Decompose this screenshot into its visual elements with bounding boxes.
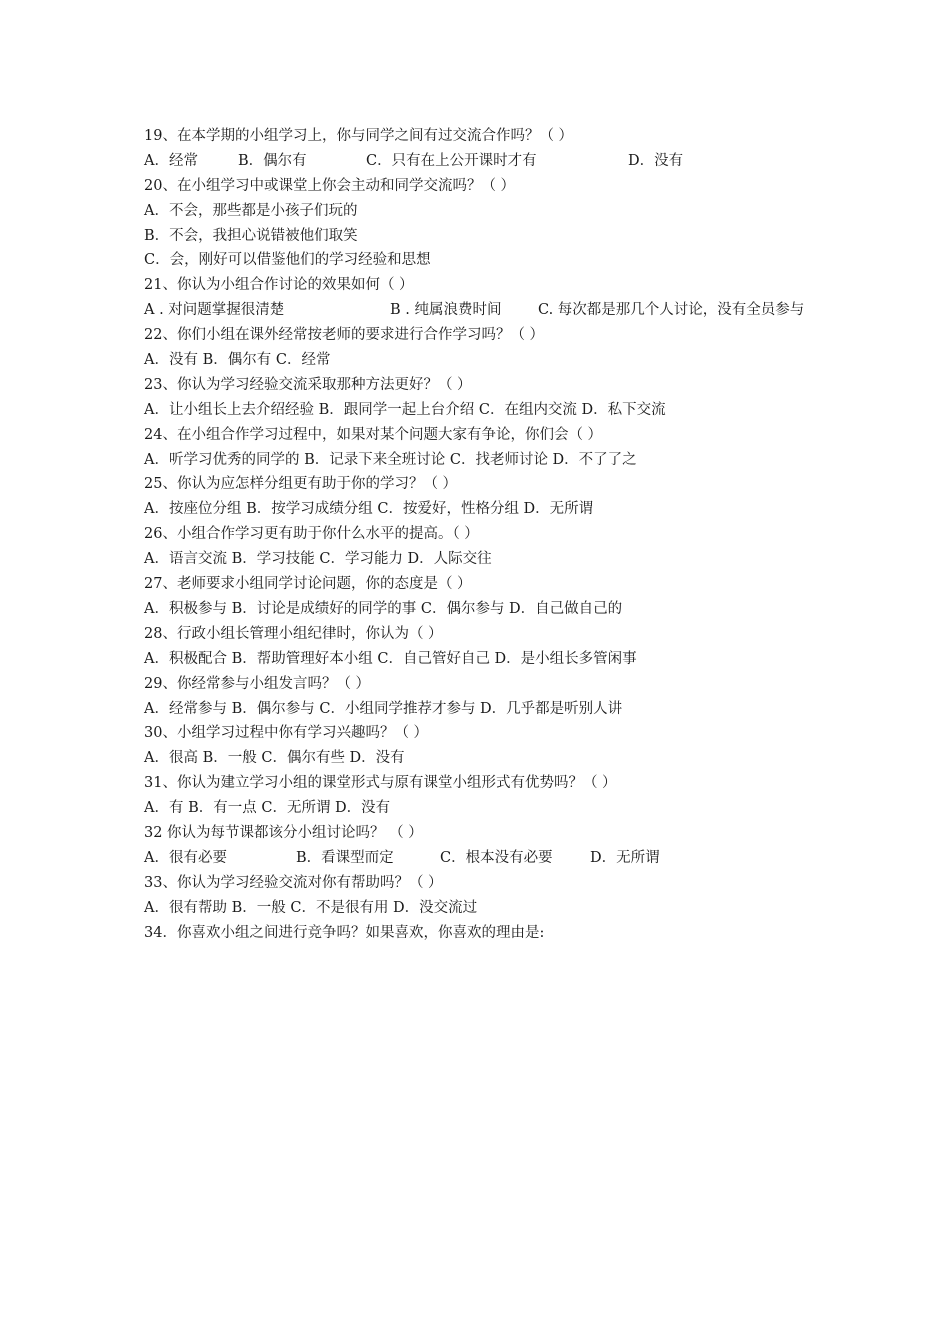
option-c: C．只有在上公开课时才有	[366, 152, 537, 169]
question-29-options: A．经常参与 B．偶尔参与 C．小组同学推荐才参与 D．几乎都是听别人讲	[144, 700, 623, 717]
question-30: 30、小组学习过程中你有学习兴趣吗？（ ）	[144, 725, 429, 742]
option-a: A．经常	[144, 152, 198, 169]
question-26-options: A．语言交流 B．学习技能 C．学习能力 D．人际交往	[144, 551, 492, 568]
option-b: B．看课型而定	[296, 849, 394, 866]
question-25: 25、你认为应怎样分组更有助于你的学习？（ ）	[144, 476, 458, 493]
questionnaire	[144, 124, 814, 945]
question-20-option-a: A．不会，那些都是小孩子们玩的	[144, 202, 358, 219]
option-a: A．很有必要	[144, 849, 227, 866]
option-a: A . 对问题掌握很清楚	[144, 302, 285, 319]
question-27-options: A．积极参与 B．讨论是成绩好的同学的事 C．偶尔参与 D．自己做自己的	[144, 600, 623, 617]
question-24: 24、在小组合作学习过程中，如果对某个问题大家有争论，你们会（ ）	[144, 426, 603, 443]
question-29: 29、你经常参与小组发言吗？（ ）	[144, 675, 371, 692]
question-26: 26、小组合作学习更有助于你什么水平的提高。（ ）	[144, 526, 479, 543]
question-22: 22、你们小组在课外经常按老师的要求进行合作学习吗？（ ）	[144, 327, 545, 344]
question-23-options: A．让小组长上去介绍经验 B．跟同学一起上台介绍 C．在组内交流 D．私下交流	[144, 401, 666, 418]
question-34: 34．你喜欢小组之间进行竞争吗？如果喜欢，你喜欢的理由是:	[144, 924, 545, 941]
option-d: D．没有	[628, 152, 684, 169]
option-b: B . 纯属浪费时间	[390, 302, 502, 319]
question-33: 33、你认为学习经验交流对你有帮助吗？（ ）	[144, 874, 443, 891]
question-32: 32 你认为每节课都该分小组讨论吗？ （ ）	[144, 824, 423, 841]
question-24-options: A．听学习优秀的同学的 B．记录下来全班讨论 C．找老师讨论 D．不了了之	[144, 451, 637, 468]
question-25-options: A．按座位分组 B．按学习成绩分组 C．按爱好，性格分组 D．无所谓	[144, 501, 594, 518]
question-20-option-c: C．会，刚好可以借鉴他们的学习经验和思想	[144, 252, 431, 269]
question-27: 27、老师要求小组同学讨论问题，你的态度是（ ）	[144, 576, 472, 593]
question-20: 20、在小组学习中或课堂上你会主动和同学交流吗？（ ）	[144, 177, 516, 194]
question-32-options	[144, 846, 814, 871]
question-21-options	[144, 298, 809, 323]
question-21: 21、你认为小组合作讨论的效果如何（ ）	[144, 277, 414, 294]
question-30-options: A．很高 B．一般 C．偶尔有些 D．没有	[144, 750, 405, 767]
question-28-options: A．积极配合 B．帮助管理好本小组 C．自己管好自己 D．是小组长多管闲事	[144, 650, 637, 667]
question-31-options: A．有 B．有一点 C．无所谓 D．没有	[144, 800, 391, 817]
question-28: 28、行政小组长管理小组纪律时，你认为（ ）	[144, 625, 443, 642]
question-23: 23、你认为学习经验交流采取那种方法更好？（ ）	[144, 376, 472, 393]
question-20-option-b: B．不会，我担心说错被他们取笑	[144, 227, 358, 244]
question-31: 31、你认为建立学习小组的课堂形式与原有课堂小组形式有优势吗？（ ）	[144, 775, 617, 792]
option-b: B．偶尔有	[238, 152, 307, 169]
question-33-options: A．很有帮助 B．一般 C．不是很有用 D．没交流过	[144, 899, 478, 916]
question-22-options: A．没有 B．偶尔有 C．经常	[144, 352, 331, 369]
option-d: D．无所谓	[590, 849, 660, 866]
question-19-options	[144, 149, 814, 174]
option-c: C．根本没有必要	[440, 849, 553, 866]
question-19: 19、在本学期的小组学习上，你与同学之间有过交流合作吗？（ ）	[144, 128, 574, 144]
option-c: C. 每次都是那几个人讨论，没有全员参与	[538, 302, 805, 319]
